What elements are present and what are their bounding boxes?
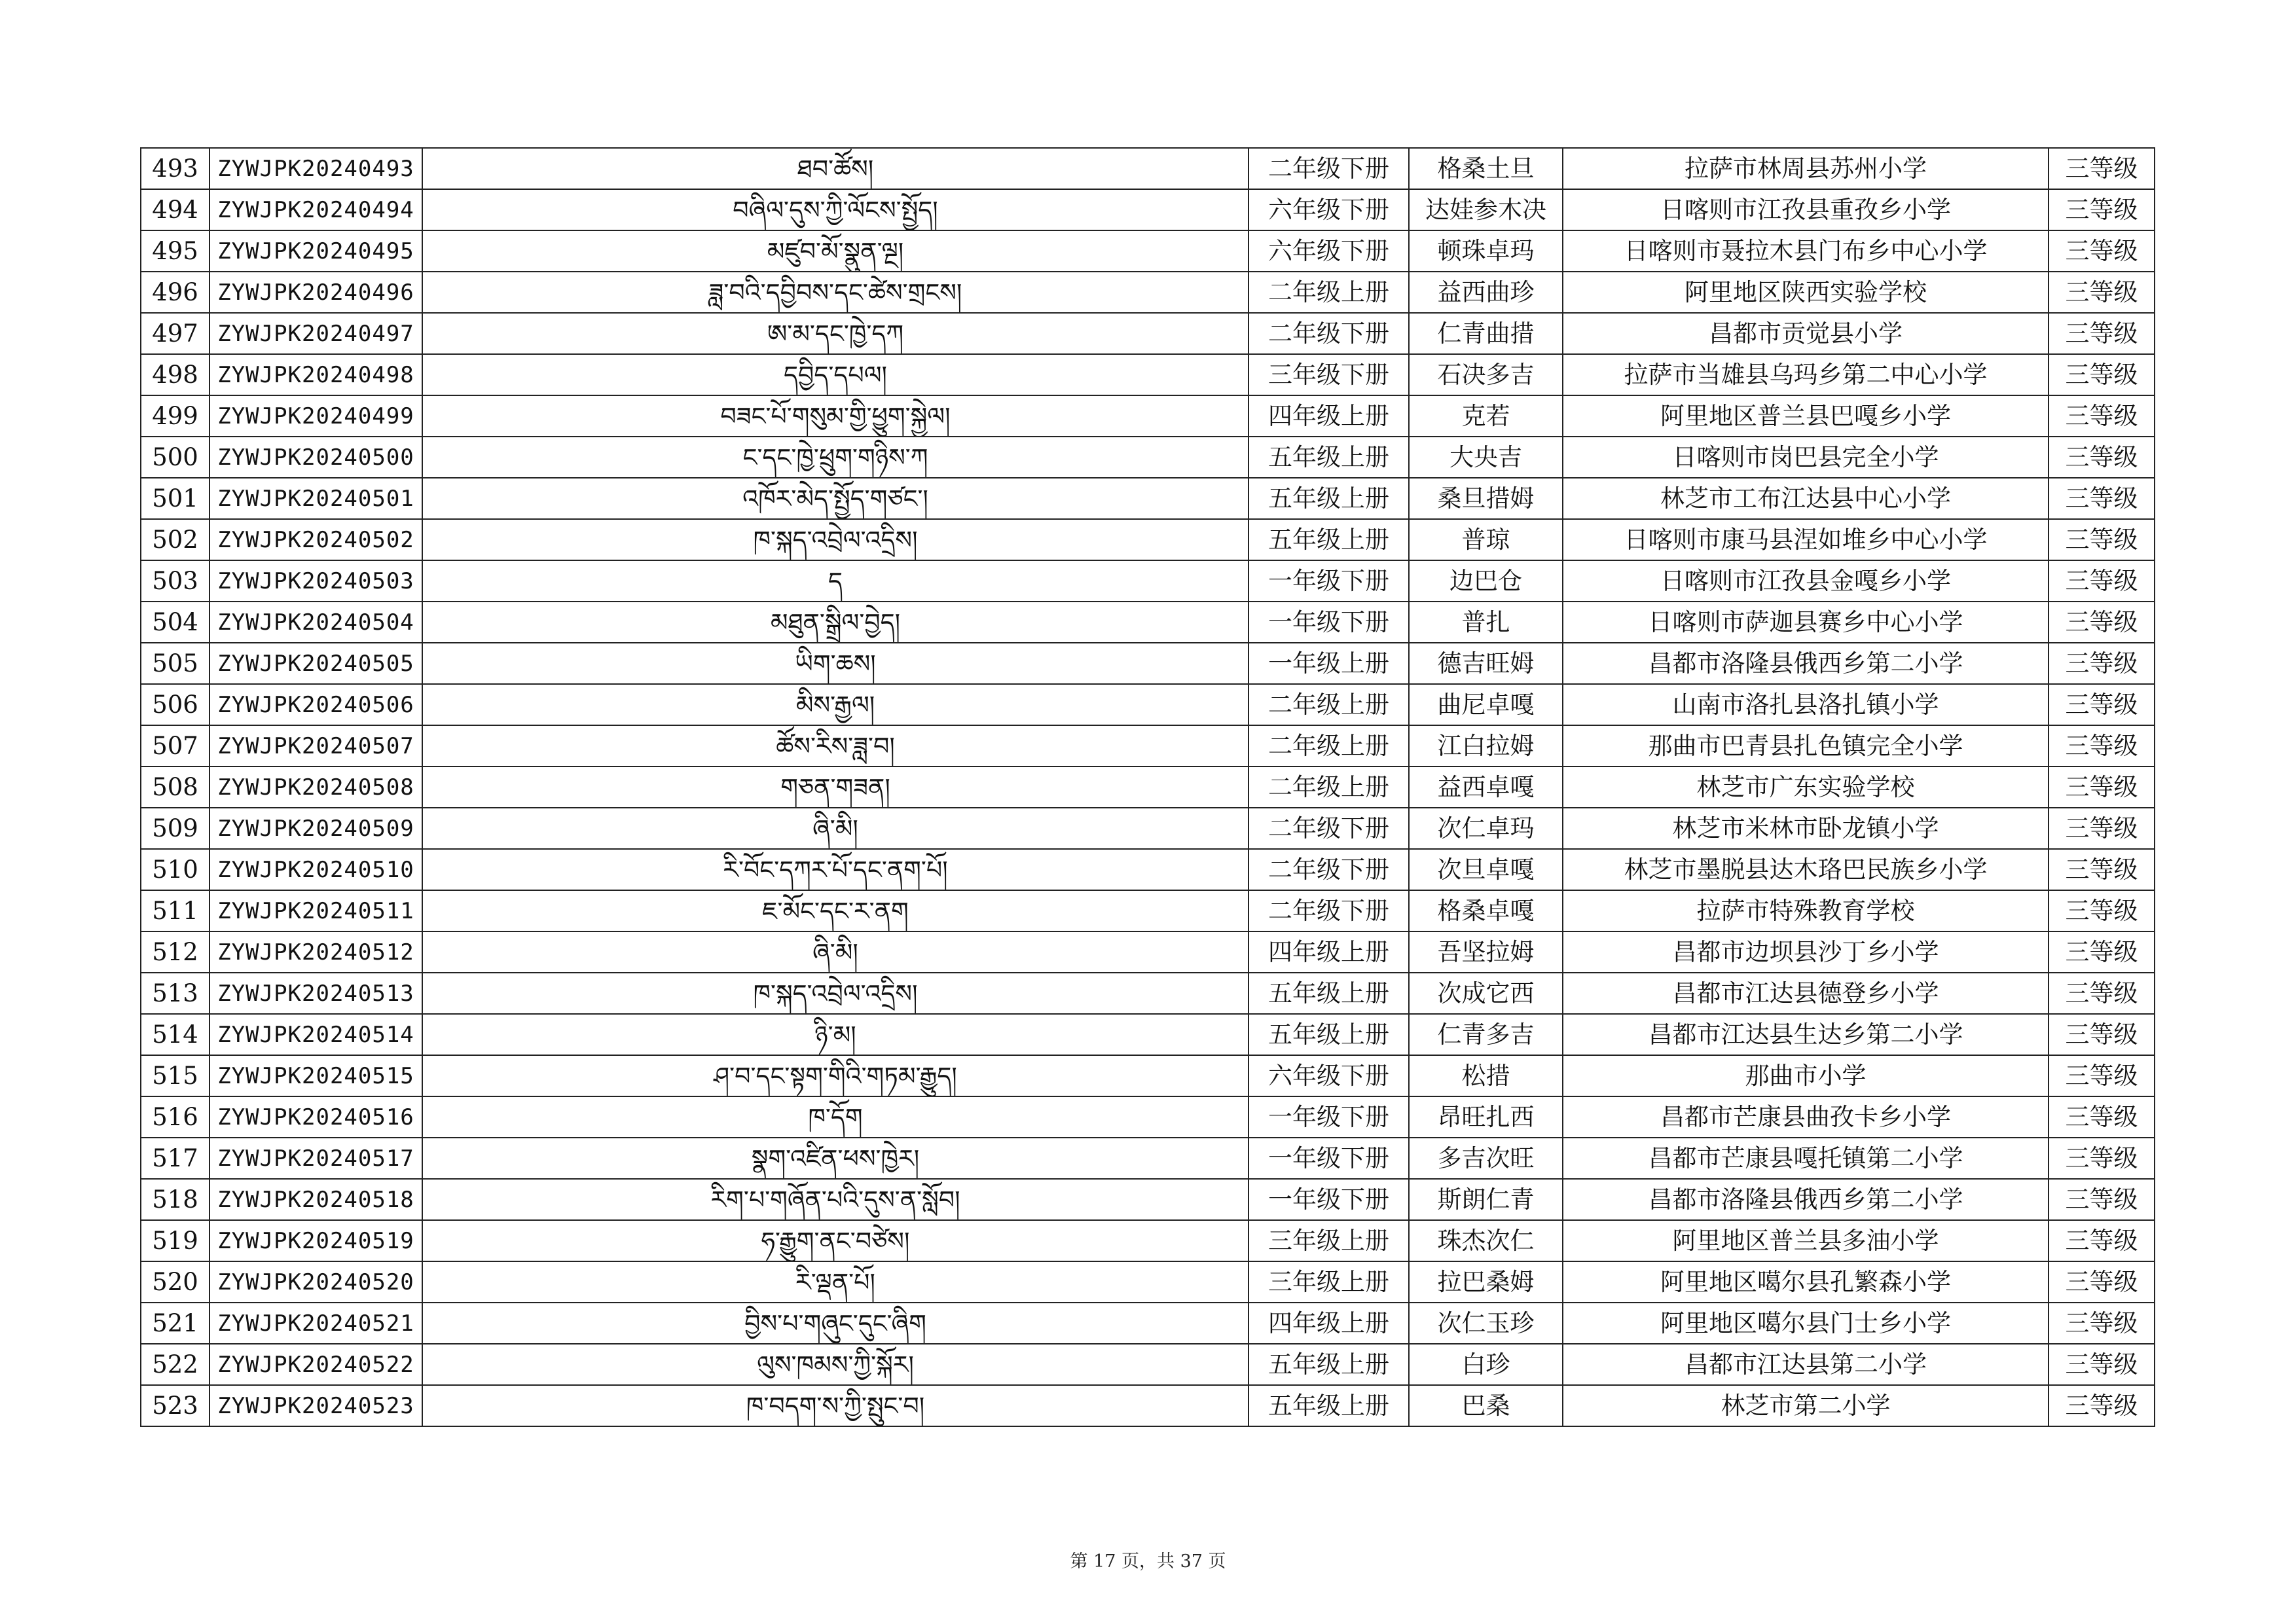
work-code-cell: ZYWJPK20240495 — [210, 230, 422, 272]
award-level-cell: 三等级 — [2049, 767, 2155, 808]
work-title-cell: ཡིག་ཆས། — [422, 643, 1248, 684]
work-code-cell: ZYWJPK20240499 — [210, 395, 422, 437]
work-code-cell: ZYWJPK20240496 — [210, 272, 422, 313]
work-code-cell: ZYWJPK20240498 — [210, 354, 422, 395]
work-code-cell: ZYWJPK20240506 — [210, 684, 422, 725]
award-level-cell: 三等级 — [2049, 725, 2155, 767]
work-code-cell: ZYWJPK20240500 — [210, 437, 422, 478]
work-title-cell: རིག་པ་གཞོན་པའི་དུས་ན་སློབ། — [422, 1179, 1248, 1220]
serial-number-cell: 500 — [141, 437, 210, 478]
work-code-cell: ZYWJPK20240505 — [210, 643, 422, 684]
work-code-cell: ZYWJPK20240503 — [210, 560, 422, 602]
author-cell: 次旦卓嘎 — [1409, 849, 1563, 890]
school-cell: 日喀则市康马县涅如堆乡中心小学 — [1563, 519, 2049, 560]
serial-number-cell: 510 — [141, 849, 210, 890]
award-level-cell: 三等级 — [2049, 189, 2155, 230]
work-code-cell: ZYWJPK20240523 — [210, 1385, 422, 1426]
school-cell: 昌都市边坝县沙丁乡小学 — [1563, 931, 2049, 973]
author-cell: 格桑土旦 — [1409, 148, 1563, 189]
school-cell: 昌都市芒康县曲孜卡乡小学 — [1563, 1096, 2049, 1138]
award-level-cell: 三等级 — [2049, 272, 2155, 313]
work-title-cell: བཟང་པོ་གསུམ་གྱི་ཕྱུག་སྐྱེལ། — [422, 395, 1248, 437]
work-code-cell: ZYWJPK20240493 — [210, 148, 422, 189]
grade-cell: 五年级上册 — [1248, 437, 1409, 478]
author-cell: 大央吉 — [1409, 437, 1563, 478]
grade-cell: 五年级上册 — [1248, 973, 1409, 1014]
results-table — [140, 147, 2155, 1427]
award-level-cell: 三等级 — [2049, 931, 2155, 973]
award-level-cell: 三等级 — [2049, 602, 2155, 643]
grade-cell: 二年级上册 — [1248, 272, 1409, 313]
table-row — [141, 1344, 2155, 1385]
table-row — [141, 519, 2155, 560]
work-title-cell: ཧ་རྒྱུག་ནང་བཙེས། — [422, 1220, 1248, 1261]
grade-cell: 三年级上册 — [1248, 1261, 1409, 1303]
work-title-cell: ལུས་ཁམས་ཀྱི་སྐོར། — [422, 1344, 1248, 1385]
school-cell: 阿里地区噶尔县孔繁森小学 — [1563, 1261, 2049, 1303]
table-row — [141, 313, 2155, 354]
table-row — [141, 148, 2155, 189]
author-cell: 次成它西 — [1409, 973, 1563, 1014]
author-cell: 曲尼卓嘎 — [1409, 684, 1563, 725]
grade-cell: 五年级上册 — [1248, 519, 1409, 560]
grade-cell: 五年级上册 — [1248, 1385, 1409, 1426]
award-level-cell: 三等级 — [2049, 1261, 2155, 1303]
school-cell: 拉萨市特殊教育学校 — [1563, 890, 2049, 931]
serial-number-cell: 497 — [141, 313, 210, 354]
table-row — [141, 684, 2155, 725]
work-code-cell: ZYWJPK20240507 — [210, 725, 422, 767]
grade-cell: 六年级下册 — [1248, 230, 1409, 272]
award-level-cell: 三等级 — [2049, 1179, 2155, 1220]
work-code-cell: ZYWJPK20240516 — [210, 1096, 422, 1138]
award-level-cell: 三等级 — [2049, 354, 2155, 395]
serial-number-cell: 523 — [141, 1385, 210, 1426]
serial-number-cell: 519 — [141, 1220, 210, 1261]
school-cell: 昌都市洛隆县俄西乡第二小学 — [1563, 643, 2049, 684]
serial-number-cell: 499 — [141, 395, 210, 437]
work-code-cell: ZYWJPK20240502 — [210, 519, 422, 560]
work-title-cell: རི་བོང་དཀར་པོ་དང་ནག་པོ། — [422, 849, 1248, 890]
work-title-cell: ཁ་སྐད་འབྲེལ་འདྲིས། — [422, 973, 1248, 1014]
grade-cell: 四年级上册 — [1248, 931, 1409, 973]
serial-number-cell: 512 — [141, 931, 210, 973]
work-title-cell: མིས་རྒྱལ། — [422, 684, 1248, 725]
table-row — [141, 1096, 2155, 1138]
author-cell: 益西卓嘎 — [1409, 767, 1563, 808]
serial-number-cell: 507 — [141, 725, 210, 767]
table-row — [141, 767, 2155, 808]
award-level-cell: 三等级 — [2049, 148, 2155, 189]
grade-cell: 四年级上册 — [1248, 1303, 1409, 1344]
serial-number-cell: 513 — [141, 973, 210, 1014]
work-code-cell: ZYWJPK20240501 — [210, 478, 422, 519]
school-cell: 林芝市广东实验学校 — [1563, 767, 2049, 808]
school-cell: 拉萨市当雄县乌玛乡第二中心小学 — [1563, 354, 2049, 395]
school-cell: 昌都市贡觉县小学 — [1563, 313, 2049, 354]
author-cell: 桑旦措姆 — [1409, 478, 1563, 519]
serial-number-cell: 520 — [141, 1261, 210, 1303]
work-code-cell: ZYWJPK20240497 — [210, 313, 422, 354]
grade-cell: 六年级下册 — [1248, 1055, 1409, 1096]
award-level-cell: 三等级 — [2049, 808, 2155, 849]
author-cell: 江白拉姆 — [1409, 725, 1563, 767]
school-cell: 那曲市巴青县扎色镇完全小学 — [1563, 725, 2049, 767]
school-cell: 日喀则市萨迦县赛乡中心小学 — [1563, 602, 2049, 643]
work-title-cell: ཁ་སྐད་འབྲེལ་འདྲིས། — [422, 519, 1248, 560]
serial-number-cell: 504 — [141, 602, 210, 643]
work-title-cell: ཟླ་བའི་དབྱིབས་དང་ཚེས་གྲངས། — [422, 272, 1248, 313]
author-cell: 多吉次旺 — [1409, 1138, 1563, 1179]
serial-number-cell: 502 — [141, 519, 210, 560]
serial-number-cell: 517 — [141, 1138, 210, 1179]
grade-cell: 二年级上册 — [1248, 767, 1409, 808]
award-level-cell: 三等级 — [2049, 849, 2155, 890]
grade-cell: 五年级上册 — [1248, 1014, 1409, 1055]
grade-cell: 五年级上册 — [1248, 478, 1409, 519]
table-row — [141, 890, 2155, 931]
grade-cell: 一年级下册 — [1248, 1138, 1409, 1179]
table-row — [141, 849, 2155, 890]
serial-number-cell: 501 — [141, 478, 210, 519]
author-cell: 石决多吉 — [1409, 354, 1563, 395]
work-title-cell: ཚོས་རིས་ཟླ་བ། — [422, 725, 1248, 767]
table-row — [141, 973, 2155, 1014]
grade-cell: 三年级下册 — [1248, 354, 1409, 395]
work-code-cell: ZYWJPK20240520 — [210, 1261, 422, 1303]
grade-cell: 二年级下册 — [1248, 890, 1409, 931]
work-title-cell: བཞིལ་དུས་ཀྱི་ལོངས་སྤྱོད། — [422, 189, 1248, 230]
award-level-cell: 三等级 — [2049, 519, 2155, 560]
award-level-cell: 三等级 — [2049, 1096, 2155, 1138]
author-cell: 吾坚拉姆 — [1409, 931, 1563, 973]
author-cell: 仁青曲措 — [1409, 313, 1563, 354]
grade-cell: 一年级下册 — [1248, 560, 1409, 602]
table-row — [141, 1220, 2155, 1261]
author-cell: 克若 — [1409, 395, 1563, 437]
award-level-cell: 三等级 — [2049, 437, 2155, 478]
table-row — [141, 1303, 2155, 1344]
table-row — [141, 395, 2155, 437]
work-title-cell: ང་དང་ཁྱེ་ཕྲུག་གཉིས་ཀ — [422, 437, 1248, 478]
serial-number-cell: 514 — [141, 1014, 210, 1055]
work-title-cell: ཞི་མི། — [422, 808, 1248, 849]
work-code-cell: ZYWJPK20240512 — [210, 931, 422, 973]
grade-cell: 二年级上册 — [1248, 725, 1409, 767]
school-cell: 昌都市洛隆县俄西乡第二小学 — [1563, 1179, 2049, 1220]
grade-cell: 六年级下册 — [1248, 189, 1409, 230]
school-cell: 林芝市工布江达县中心小学 — [1563, 478, 2049, 519]
serial-number-cell: 494 — [141, 189, 210, 230]
school-cell: 日喀则市江孜县重孜乡小学 — [1563, 189, 2049, 230]
author-cell: 拉巴桑姆 — [1409, 1261, 1563, 1303]
award-level-cell: 三等级 — [2049, 1344, 2155, 1385]
author-cell: 边巴仓 — [1409, 560, 1563, 602]
serial-number-cell: 521 — [141, 1303, 210, 1344]
work-code-cell: ZYWJPK20240519 — [210, 1220, 422, 1261]
award-level-cell: 三等级 — [2049, 1138, 2155, 1179]
author-cell: 益西曲珍 — [1409, 272, 1563, 313]
grade-cell: 一年级下册 — [1248, 1096, 1409, 1138]
work-code-cell: ZYWJPK20240513 — [210, 973, 422, 1014]
author-cell: 松措 — [1409, 1055, 1563, 1096]
work-title-cell: ཨ་མ་དང་ཁྱེ་དཀ — [422, 313, 1248, 354]
serial-number-cell: 516 — [141, 1096, 210, 1138]
award-level-cell: 三等级 — [2049, 973, 2155, 1014]
school-cell: 阿里地区普兰县多油小学 — [1563, 1220, 2049, 1261]
award-level-cell: 三等级 — [2049, 230, 2155, 272]
work-title-cell: ཤ་བ་དང་སྟག་གིའི་གཏམ་རྒྱུད། — [422, 1055, 1248, 1096]
serial-number-cell: 511 — [141, 890, 210, 931]
award-level-cell: 三等级 — [2049, 1014, 2155, 1055]
school-cell: 拉萨市林周县苏州小学 — [1563, 148, 2049, 189]
award-level-cell: 三等级 — [2049, 1220, 2155, 1261]
work-code-cell: ZYWJPK20240504 — [210, 602, 422, 643]
author-cell: 仁青多吉 — [1409, 1014, 1563, 1055]
author-cell: 巴桑 — [1409, 1385, 1563, 1426]
work-code-cell: ZYWJPK20240521 — [210, 1303, 422, 1344]
table-row — [141, 560, 2155, 602]
table-row — [141, 725, 2155, 767]
serial-number-cell: 496 — [141, 272, 210, 313]
table-row — [141, 272, 2155, 313]
award-level-cell: 三等级 — [2049, 560, 2155, 602]
author-cell: 普扎 — [1409, 602, 1563, 643]
work-title-cell: སྣག་འཛིན་ཕས་ཁྱེར། — [422, 1138, 1248, 1179]
author-cell: 次仁卓玛 — [1409, 808, 1563, 849]
school-cell: 林芝市第二小学 — [1563, 1385, 2049, 1426]
work-title-cell: ཁ་དོག — [422, 1096, 1248, 1138]
serial-number-cell: 522 — [141, 1344, 210, 1385]
award-level-cell: 三等级 — [2049, 684, 2155, 725]
grade-cell: 二年级下册 — [1248, 313, 1409, 354]
work-title-cell: བྱིས་པ་གཞུང་དུང་ཞིག — [422, 1303, 1248, 1344]
author-cell: 昂旺扎西 — [1409, 1096, 1563, 1138]
author-cell: 斯朗仁青 — [1409, 1179, 1563, 1220]
work-title-cell: མཛུབ་མོ་སྣུན་ལྔ། — [422, 230, 1248, 272]
work-code-cell: ZYWJPK20240494 — [210, 189, 422, 230]
school-cell: 昌都市江达县生达乡第二小学 — [1563, 1014, 2049, 1055]
school-cell: 林芝市墨脱县达木珞巴民族乡小学 — [1563, 849, 2049, 890]
school-cell: 日喀则市岗巴县完全小学 — [1563, 437, 2049, 478]
table-row — [141, 1179, 2155, 1220]
award-level-cell: 三等级 — [2049, 890, 2155, 931]
work-code-cell: ZYWJPK20240518 — [210, 1179, 422, 1220]
work-code-cell: ZYWJPK20240517 — [210, 1138, 422, 1179]
work-title-cell: གཅན་གཟན། — [422, 767, 1248, 808]
work-title-cell: ཇ་མོང་དང་ར་ནག — [422, 890, 1248, 931]
table-row — [141, 1014, 2155, 1055]
award-level-cell: 三等级 — [2049, 478, 2155, 519]
award-level-cell: 三等级 — [2049, 313, 2155, 354]
grade-cell: 四年级上册 — [1248, 395, 1409, 437]
grade-cell: 三年级上册 — [1248, 1220, 1409, 1261]
work-title-cell: ཉི་མ། — [422, 1014, 1248, 1055]
author-cell: 次仁玉珍 — [1409, 1303, 1563, 1344]
grade-cell: 一年级下册 — [1248, 1179, 1409, 1220]
serial-number-cell: 515 — [141, 1055, 210, 1096]
author-cell: 普琼 — [1409, 519, 1563, 560]
table-row — [141, 1138, 2155, 1179]
work-code-cell: ZYWJPK20240509 — [210, 808, 422, 849]
table-row — [141, 1385, 2155, 1426]
serial-number-cell: 498 — [141, 354, 210, 395]
award-level-cell: 三等级 — [2049, 395, 2155, 437]
work-code-cell: ZYWJPK20240514 — [210, 1014, 422, 1055]
serial-number-cell: 493 — [141, 148, 210, 189]
table-row — [141, 808, 2155, 849]
work-title-cell: ཞི་མི། — [422, 931, 1248, 973]
table-row — [141, 437, 2155, 478]
work-code-cell: ZYWJPK20240510 — [210, 849, 422, 890]
table-row — [141, 478, 2155, 519]
serial-number-cell: 518 — [141, 1179, 210, 1220]
work-title-cell: དབྱིད་དཔལ། — [422, 354, 1248, 395]
school-cell: 昌都市江达县第二小学 — [1563, 1344, 2049, 1385]
serial-number-cell: 508 — [141, 767, 210, 808]
work-code-cell: ZYWJPK20240511 — [210, 890, 422, 931]
school-cell: 阿里地区噶尔县门士乡小学 — [1563, 1303, 2049, 1344]
work-code-cell: ZYWJPK20240515 — [210, 1055, 422, 1096]
work-code-cell: ZYWJPK20240508 — [210, 767, 422, 808]
work-title-cell: འཁོར་མེད་སྤྱོད་གཙང་། — [422, 478, 1248, 519]
grade-cell: 二年级上册 — [1248, 684, 1409, 725]
school-cell: 阿里地区普兰县巴嘎乡小学 — [1563, 395, 2049, 437]
serial-number-cell: 495 — [141, 230, 210, 272]
work-title-cell: རི་ལྡན་པོ། — [422, 1261, 1248, 1303]
work-code-cell: ZYWJPK20240522 — [210, 1344, 422, 1385]
table-row — [141, 602, 2155, 643]
grade-cell: 一年级下册 — [1248, 602, 1409, 643]
author-cell: 白珍 — [1409, 1344, 1563, 1385]
author-cell: 珠杰次仁 — [1409, 1220, 1563, 1261]
school-cell: 林芝市米林市卧龙镇小学 — [1563, 808, 2049, 849]
school-cell: 山南市洛扎县洛扎镇小学 — [1563, 684, 2049, 725]
page-number: 第 17 页，共 37 页 — [1070, 1551, 1226, 1572]
award-level-cell: 三等级 — [2049, 1385, 2155, 1426]
table-row — [141, 1055, 2155, 1096]
school-cell: 昌都市江达县德登乡小学 — [1563, 973, 2049, 1014]
serial-number-cell: 509 — [141, 808, 210, 849]
author-cell: 顿珠卓玛 — [1409, 230, 1563, 272]
grade-cell: 二年级下册 — [1248, 148, 1409, 189]
work-title-cell: མཐུན་སྒྲིལ་བྱེད། — [422, 602, 1248, 643]
author-cell: 达娃参木决 — [1409, 189, 1563, 230]
school-cell: 阿里地区陕西实验学校 — [1563, 272, 2049, 313]
table-row — [141, 643, 2155, 684]
serial-number-cell: 505 — [141, 643, 210, 684]
table-row — [141, 354, 2155, 395]
award-level-cell: 三等级 — [2049, 643, 2155, 684]
serial-number-cell: 506 — [141, 684, 210, 725]
work-title-cell: ད — [422, 560, 1248, 602]
grade-cell: 五年级上册 — [1248, 1344, 1409, 1385]
table-row — [141, 1261, 2155, 1303]
author-cell: 德吉旺姆 — [1409, 643, 1563, 684]
award-level-cell: 三等级 — [2049, 1303, 2155, 1344]
table-row — [141, 931, 2155, 973]
table-body — [141, 148, 2155, 1426]
school-cell: 日喀则市聂拉木县门布乡中心小学 — [1563, 230, 2049, 272]
author-cell: 格桑卓嘎 — [1409, 890, 1563, 931]
grade-cell: 二年级下册 — [1248, 849, 1409, 890]
school-cell: 日喀则市江孜县金嘎乡小学 — [1563, 560, 2049, 602]
grade-cell: 二年级下册 — [1248, 808, 1409, 849]
award-level-cell: 三等级 — [2049, 1055, 2155, 1096]
work-title-cell: ཐབ་ཚོས། — [422, 148, 1248, 189]
work-title-cell: ཁ་བདག་ས་ཀྱི་སྤུང་བ། — [422, 1385, 1248, 1426]
school-cell: 昌都市芒康县嘎托镇第二小学 — [1563, 1138, 2049, 1179]
table-row — [141, 189, 2155, 230]
serial-number-cell: 503 — [141, 560, 210, 602]
table-row — [141, 230, 2155, 272]
school-cell: 那曲市小学 — [1563, 1055, 2049, 1096]
grade-cell: 一年级上册 — [1248, 643, 1409, 684]
